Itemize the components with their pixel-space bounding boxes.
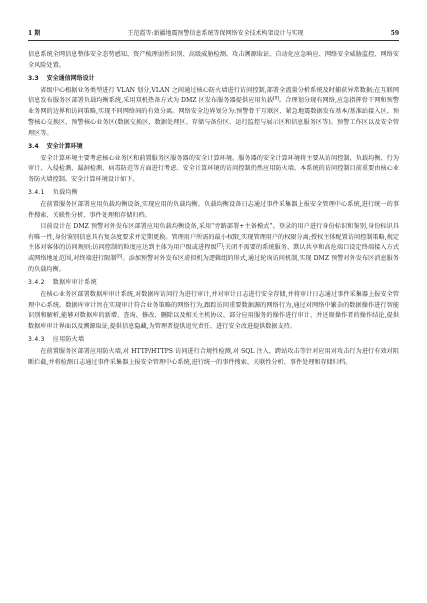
section-number: 3.4.1 bbox=[28, 189, 45, 197]
citation-reference: [8] bbox=[116, 253, 123, 259]
body-paragraph: 在前置服务区部署应用防火墙,对 HTTP/HTTPS 访问进行合规性检测,对 SQL 注入、跨站攻击等针对应用对攻击行为进行有效对阻断拦截,并将检测日志通过事件采集器上报安全管理中心系统,进行统一的事件搜索、关联性分析、事件处理和存储归档。 bbox=[28, 347, 399, 366]
section-heading bbox=[28, 74, 399, 85]
issue-number: 1 期 bbox=[28, 30, 41, 37]
section-heading bbox=[28, 335, 399, 346]
section-title: 负载均衡 bbox=[52, 189, 78, 197]
running-header bbox=[28, 28, 399, 41]
paragraph-text: ;关闭不需要的系统服务、默认共享和高危端口设定终端接入方式或网络地址范围,对终端进行限制 bbox=[28, 244, 399, 263]
body-paragraph bbox=[28, 222, 399, 276]
body-paragraph: 安全计算环境主要考虑核心业务区和前置服务区服务器的安全计算环境。服务器的安全计算环境将主要从访问控制、负载均衡、行为审计、入侵检测、漏洞检测、病毒防范等方面进行考虑。安全计算环境的访问控制仍然应用防火墙。本系统的访问控制目前重要由核心业务防火墙控制。安全计算环境设计如下。 bbox=[28, 154, 399, 184]
section-heading bbox=[28, 188, 399, 199]
running-title: 王范霞等:新疆地震预警信息系统等保网络安全技术构架设计与实现 bbox=[127, 30, 304, 37]
section-title: 应用防火墙 bbox=[52, 336, 85, 344]
article-body bbox=[28, 50, 399, 369]
citation-reference: [9] bbox=[273, 95, 279, 101]
section-heading bbox=[28, 278, 399, 289]
section-title: 安全通信网络设计 bbox=[46, 74, 95, 82]
paragraph-text: 。添加预警对外发布区虚拟机为逻辑组的形式,通过轮询访问机制,实现 DMZ 预警对外发布区消息服务的负载均衡。 bbox=[28, 255, 399, 274]
paragraph-text: 省级中心根据业务类型进行 VLAN 划分,VLAN 之间通过核心防火墙进行访问控制,部署全流量分析系统及时捕获异常数据;在互联网信息发布服务区部署负载均衡系统,采用双机热备方式为 DMZ 区发布服务器提供应用负载 bbox=[28, 86, 399, 105]
section-number: 3.3 bbox=[28, 74, 39, 82]
citation-reference: [7] bbox=[216, 242, 223, 248]
body-paragraph: 在前置服务区部署应用负载均衡设备,实现应用的负载均衡。负载均衡设备日志通过事件采集器上报安全管理中心系统,进行统一的事件搜索、关联性分析、事件处理和存储归档。 bbox=[28, 200, 399, 219]
section-heading bbox=[28, 142, 399, 153]
section-title: 安全计算环境 bbox=[46, 142, 83, 150]
page-number: 59 bbox=[390, 30, 399, 37]
body-paragraph: 在核心业务区部署数据库审计系统,对数据库访问行为进行审计,并对审计日志进行安全存储,并将审计日志通过事件采集器上报安全管理中心系统。数据库审计旨在实现审计符合业务策略的网络行为,跟踪访问重要数据源的网络行为,通过对网络中繁杂的数据操作进行智能识别和解析,能够对数据库的新增、查询、修改、删除以及相关主机协议、部分应用服务的操作进行审计、并还原操作者的操作结论,提供数据库审计界面以及溯源取证,提供信息隐藏,为管理者提供追究责任、进行安全改进提供数据支持。 bbox=[28, 290, 399, 331]
paragraph-text: 目前设计在 DMZ 预警对外发布区部署应用负载均衡设备,采用“旁路部署+主备模式”。登录的用户进行身份标识和鉴别,身份标识具有唯一性,身份鉴别信息具有复杂度要求并定期更换。管理用户所需的最小权限,实现管理用户的权限分离;授权主体配置访问控制策略,规定主体对客体的访问规则;访问控制的粒度应达到主体为用户级或进程级 bbox=[28, 222, 399, 252]
section-number: 3.4.2 bbox=[28, 278, 45, 286]
section-number: 3.4 bbox=[28, 142, 39, 150]
body-paragraph: 信息系统全网信息整体安全态势感知、资产梳理弱性识别、高级威胁检测、攻击溯源取证、自动化应急响应、网络安全威胁监控、网络安全风险处置。 bbox=[28, 51, 399, 69]
paragraph-text: 。合理划分现有网络,应急指挥骨干网和预警业务网的边界和访问策略,实现不同网络间的有效分离。网络安全边界划分为:预警骨干互联区、紧急地震数据发布基本/基准站接入区、预警核心交换区、预警核心业务区(数据交换区、数据处理区、存储与备份区、运行监控与展示区和信息服务区等)、预警工作区以及安全管理区等。 bbox=[28, 97, 399, 137]
section-title: 数据库审计系统 bbox=[52, 278, 97, 286]
body-paragraph bbox=[28, 86, 399, 140]
section-number: 3.4.3 bbox=[28, 336, 45, 344]
